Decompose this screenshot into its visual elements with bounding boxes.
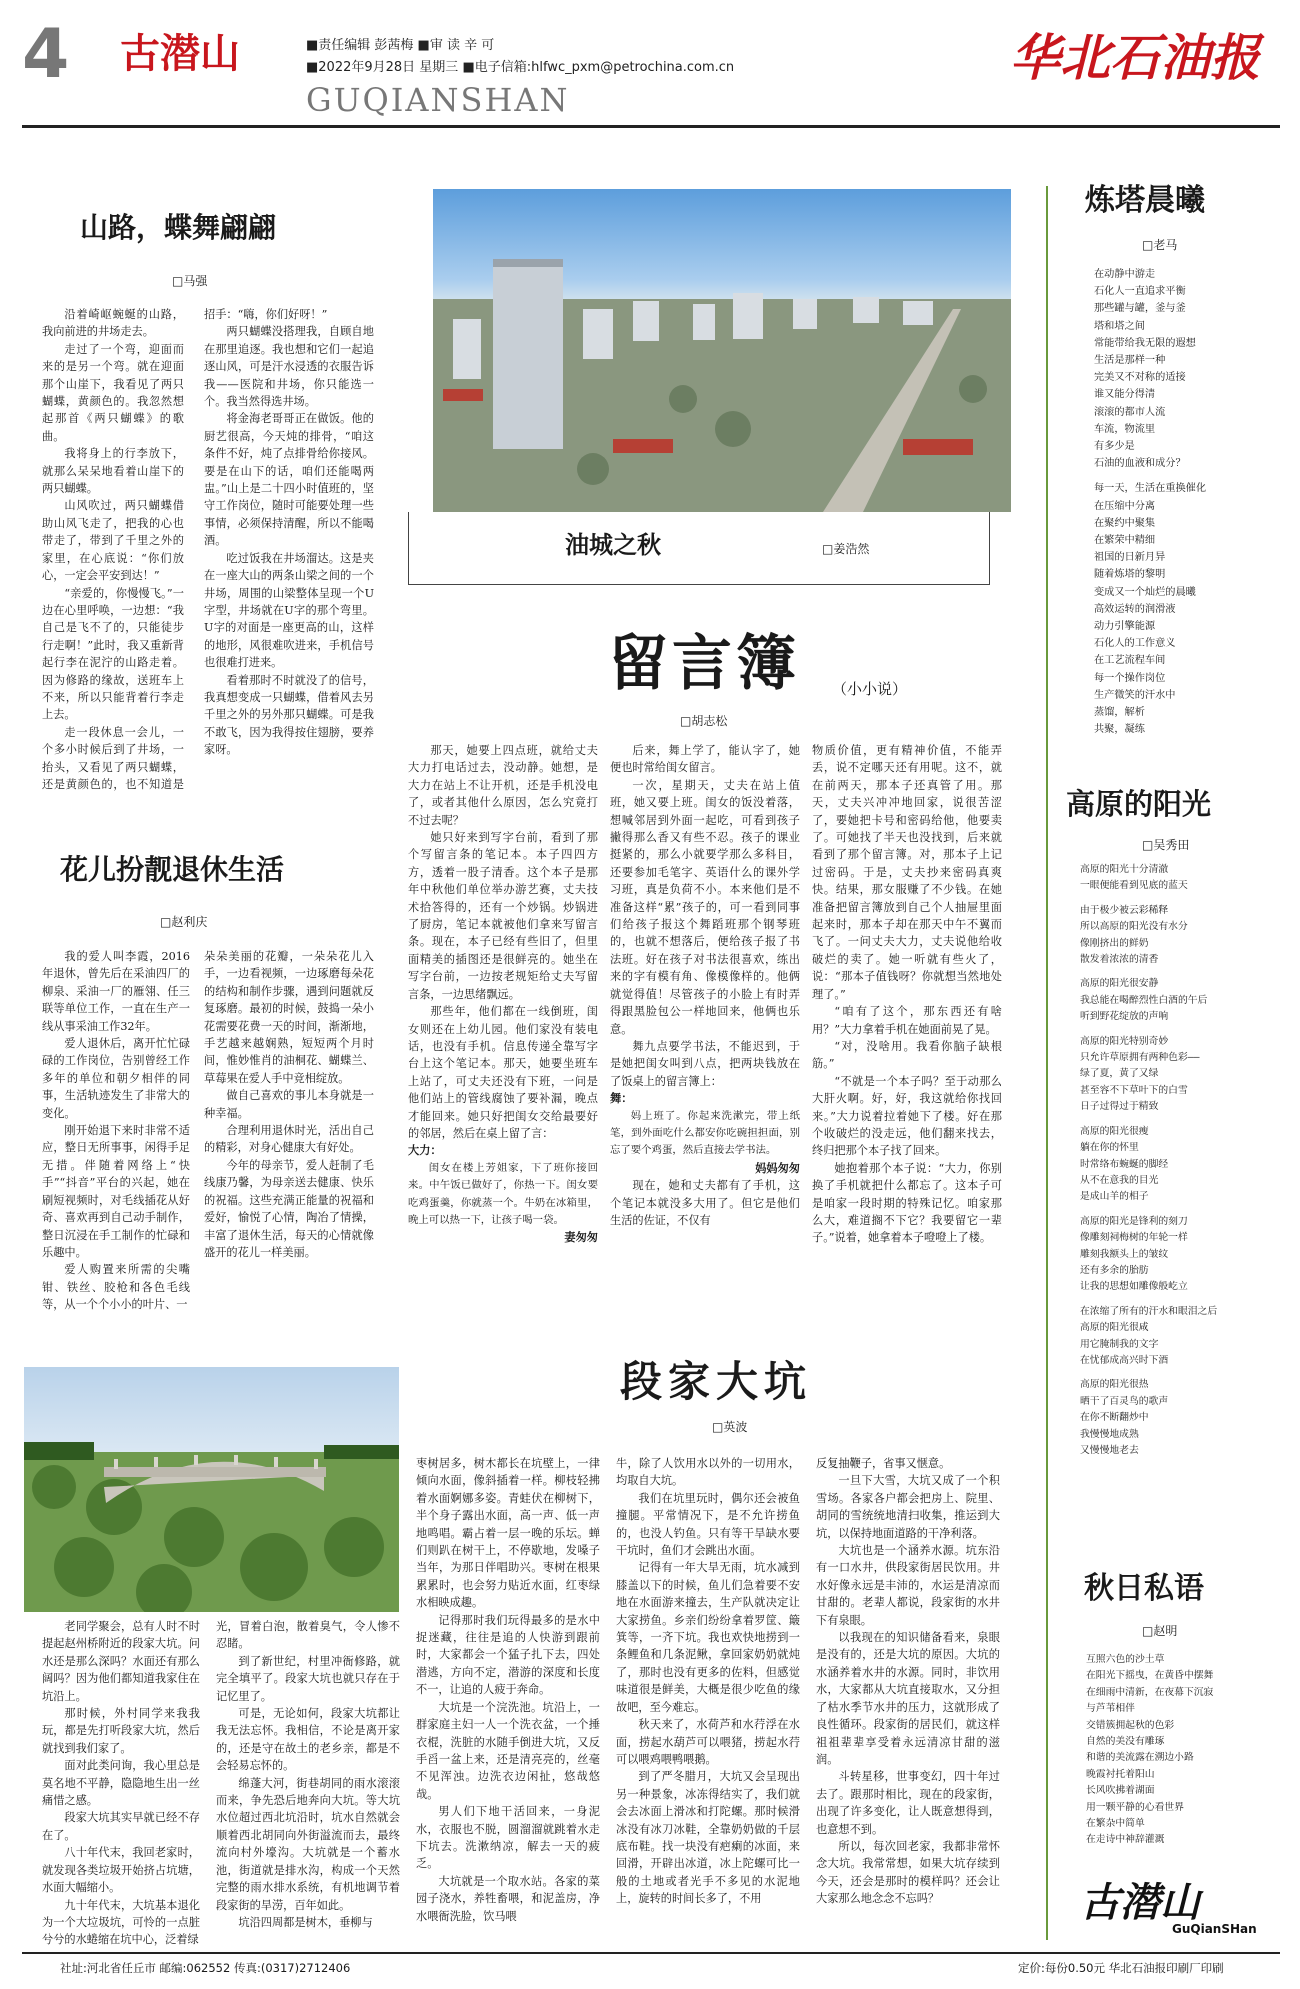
- article-title: 花儿扮靓退休生活: [60, 853, 285, 886]
- poem-body: 在动静中游走 石化人一直追求平衡 那些罐与罐，釜与釜 塔和塔之间 常能带给我无限的遐想 生活是那样一种 完美又不对称的适接 谁又能分得清 滚滚的都市人流 车流，物流里 有多少是 石油的血液和成分？ 每一天，生活在重换催化 在压缩中分离 在聚约中聚集 在繁荣中精细 祖国的日新月异 随着炼塔的黎明 变成又一个灿烂的晨曦 高效运转的润滑液 动力引擎能源 石化人的工作意义 在工艺流程车间 每一个操作岗位 生产微笑的汗水中 蒸馏，解析 共聚，凝练: [1094, 269, 1207, 736]
- article-body-column: 光，冒着白泡，散着臭气，令人惨不忍睹。 到了新世纪，村里冲衙修路，就完全填平了。段家大坑也就只存在于记忆里了。 可是，无论如何，段家大坑都让我无法忘怀。我相信，不论是离开家的，还是守在故土的老乡亲，都是不会轻易忘怀的。 绵蓬大河，街巷胡同的雨水滚滚而来，争先恐后地奔向大坑。等大坑水位超过西北坑沿时，坑水自然就会顺着西北胡同向外街溢流而去，最终流向村外壕沟。大坑就是一个蓄水池，街道就是排水沟，构成一个天然完整的雨水排水系统，有机地调节着段家街的旱涝，百年如此。 坑沿四周都是树木，垂柳与: [216, 1620, 400, 1929]
- photo-author: □姜浩然: [822, 542, 870, 556]
- poem-title: 高原的阳光: [1066, 787, 1212, 821]
- poem-body: 高原的阳光十分清澈 一眼便能看到见底的蓝天 由于极少被云彩稀释 所以高原的阳光没有水分 像刚挤出的鲜奶 散发着浓浓的清香 高原的阳光很安静 我总能在喝醉烈性白酒的午后 听到野花绽放的声响 高原的阳光特别奇妙 只允许草原拥有两种色彩—— 绿了夏，黄了又绿 甚至容不下草叶下的白雪 日子过得过于精致 高原的阳光很瘦 躺在你的怀里 时常络布蜿蜒的脚经 从不在意我的目光 是成山羊的相子 高原的阳光是锋利的刻刀 像雕刻祠梅树的年轮一样 雕刻我额头上的皱纹 还有多余的胎肪 让我的思想如雕像般屹立 在浓缩了所有的汗水和眼泪之后 高原的阳光很咸 用它腌制我的文字 在忧郁成高兴时下酒 高原的阳光很热 晒干了百灵鸟的歌声 在你不断翻炒中 我慢慢地成熟 又慢慢地老去: [1080, 864, 1218, 1456]
- article-title: 山路，蝶舞翩翩: [80, 211, 277, 244]
- article-body-column: 物质价值，更有精神价值，不能弄丢，说不定哪天还有用呢。这不，就在前两天，那本子还真管了用。那天，丈夫兴冲冲地回家，说很苦涩了，要她把卡号和密码给他，他要卖了。可她找了半天也没找到，后来就看到了那个留言簿。对，那本子上记过密码。于是，丈夫抄来密码真爽快。结果，那女服赚了不少钱。在她准备把留言簿放到自己个人抽屉里面起来时，那本子却在那天中午不翼而飞了。一问丈夫大力，丈夫说他给收破烂的卖了。她一听就有些火了，说：“那本子值钱呀？你就想当然地处理了。” “咱有了这个，那东西还有啥用？”大力拿着手机在她面前晃了晃。 “对，没啥用。我看你脑子缺根筋。” “不就是一个本子吗？至于动那么大肝火啊。好，好，我这就给你找回来。”大力说着拉着她下了楼。好在那个收破烂的没走远，他们翻来找去，终归把那个本子找了回来。 她抱着那个本子说：“大力，你别换了手机就把什么都忘了。这本子可是咱家一段时期的特殊记忆。咱家那么大，难道搁不下它？我要留它一辈子。”说着，她拿着本子噔噔上了楼。: [812, 744, 1002, 1245]
- article-body-column: 我的爱人叫李霞，2016年退休，曾先后在采油四厂的柳泉、采油一厂的雁翎、任三联等单位工作，一直在生产一线从事采油工作32年。 爱人退休后，离开忙忙碌碌的工作岗位，告别曾经工作多年的单位和朝夕相伴的同事，生活轨迹发生了非常大的变化。 刚开始退下来时非常不适应，整日无所事事，闲得手足无措。伴随着网络上“快手”“抖音”平台的兴起，她在刷短视频时，对毛线插花从好奇、喜欢再到自己动手制作，整日沉浸在手工制作的忙碌和乐趣中。 爱人购置来所需的尖嘴钳、铁丝、胶枪和各色毛线等，从一个个小小的叶片、一: [42, 950, 190, 1312]
- poem-author: □老马: [1142, 238, 1178, 252]
- article-body-column: 那天，她要上四点班，就给丈夫大力打电话过去，没动静。她想，是大力在站上不让开机，还是手机没电了，或者其他什么原因，怎么究竟打不过去呢？ 她只好来到写字台前，看到了那个写留言条的笔记本。本子四四方方，透着一股子清香。这个本子是那年中秋他们单位举办游艺赛，丈夫技术拾答得的，还有一个炒锅。炒锅进了厨房，笔记本就被他们拿来写留言条。现在，本子已经有些旧了，但里面精美的插图还是很鲜亮的。她坐在写字台前，一边按老规矩给丈夫写留言条，一边思绪飘远。 那些年，他们都在一线倒班，闺女则还在上幼儿园。他们家没有装电话，也没有手机。信息传递全靠写字台上这个笔记本。那天，她要坐班车上站了，可丈夫还没有下班，一问是他们站上的管线腐蚀了要补漏，晚点才能回来。她只好把闺女交给最要好的邻居，然后在桌上留了言： 大力： 闺女在楼上芳姐家，下了班你接回来。中午饭已做好了，你热一下。闺女要吃鸡蛋羹，你就蒸一个。牛奶在冰箱里，晚上可以热一下，让孩子喝一袋。 妻匆匆: [408, 744, 598, 1245]
- editor-line: ■责任编辑 彭茜梅 ■审 读 辛 可: [306, 38, 495, 53]
- city-aerial-photo: [433, 189, 1011, 512]
- article-subtitle: （小小说）: [832, 680, 908, 698]
- poem-title: 秋日私语: [1084, 1571, 1204, 1606]
- poem-author: □赵明: [1142, 1624, 1178, 1638]
- caption-box-border: [408, 512, 990, 585]
- photo-caption: 油城之秋: [565, 530, 661, 559]
- article-author: □赵利庆: [160, 915, 208, 929]
- footer-rule: [22, 1952, 1280, 1954]
- article-author: □英波: [712, 1420, 748, 1434]
- right-column-rule: [1046, 186, 1048, 1940]
- article-body-column: 反复抽鞭子，省事又惬意。 一旦下大雪，大坑又成了一个积雪场。各家各户都会把房上、院里、胡同的雪统统地清扫收集，推运到大坑，以保持地面道路的干净利落。 大坑也是一个涵养水源。坑东沿有一口水井，供段家街居民饮用。井水好像永远是丰沛的，水运是清凉而甘甜的。老辈人都说，段家街的水井下有泉眼。 以我现在的知识储备看来，泉眼是没有的，还是大坑的原因。大坑的水涵养着水井的水源。同时，非饮用水，大家都从大坑直接取水，又分担了枯水季节水井的压力，这就形成了良性循环。段家街的居民们，就这样祖祖辈辈享受着永远清凉甘甜的滋润。 斗转星移，世事变幻，四十年过去了。跟那时相比，现在的段家街，出现了许多变化，让人既意想得到，也意想不到。 所以，每次回老家，我都非常怀念大坑。我常常想，如果大坑存续到今天，还会是那时的模样吗？还会让大家那么地念念不忘吗？: [816, 1457, 1000, 1906]
- footer-address: 社址:河北省任丘市 邮编:062552 传真:(0317)2712406: [60, 1961, 351, 1975]
- stone-bridge-photo: [24, 1367, 399, 1612]
- date-line: ■2022年9月28日 星期三 ■电子信箱:hlfwc_pxm@petrochina.com.cn: [306, 60, 735, 75]
- section-pinyin: GUQIANSHAN: [306, 81, 570, 119]
- newspaper-name: 华北石油报: [1010, 28, 1260, 87]
- article-author: □马强: [172, 274, 208, 288]
- article-body-column: 朵朵美丽的花瓣，一朵朵花儿入手，一边看视频，一边琢磨每朵花的结构和制作步骤，遇到问题就反复琢磨。最初的时候，鼓捣一朵小花需要花费一天的时间，渐渐地，手艺越来越娴熟，短短两个月时间，惟妙惟肖的油桐花、蝴蝶兰、草莓果在爱人手中竞相绽放。 做自己喜欢的事儿本身就是一种幸福。 合理利用退休时光，活出自己的精彩，对身心健康大有好处。 今年的母亲节，爱人赶制了毛线康乃馨，为母亲送去健康、快乐的祝福。这些充满正能量的祝福和爱好，愉悦了心情，陶冶了情操，丰富了退休生活，每天的心情就像盛开的花儿一样美丽。: [204, 950, 374, 1259]
- article-title: 段家大坑: [620, 1357, 813, 1406]
- page-number: 4: [22, 15, 70, 94]
- bridge-illustration: [24, 1367, 399, 1612]
- article-body-column: 老同学聚会，总有人时不时提起赵州桥附近的段家大坑。问水还是那么深吗？水面还有那么阔吗？因为他们都知道我家住在坑沿上。 那时候，外村同学来我我玩，都是先打听段家大坑，然后就找到我们家了。 面对此类问询，我心里总是莫名地不平静，隐隐地生出一丝痛惜之感。 段家大坑其实早就已经不存在了。 八十年代末，我回老家时，就发现各类垃圾开始挤占坑塘，水面大幅缩小。 九十年代末，大坑基本退化为一个大垃圾坑，可怜的一点脏兮兮的水蜷缩在坑中心，泛着绿: [42, 1620, 200, 1947]
- footer-price: 定价:每份0.50元 华北石油报印刷厂印刷: [1018, 1961, 1224, 1975]
- section-name: 古潜山: [120, 31, 240, 77]
- poem-body: 互照六色的沙土草 在阳光下摇曳，在黄昏中摆舞 在细雨中清新，在夜幕下沉寂 与芦苇相伴 交错簇拥起秋的色彩 自然的美没有雕琢 和谐的美流露在溯边小路 晚霞衬托着阳山 长风吹拂着湖面 用一颗平静的心看世界 在繁杂中简单 在走诗中神辞灌溉: [1086, 1654, 1214, 1846]
- article-body-column: 牛，除了人饮用水以外的一切用水，均取自大坑。 我们在坑里玩时，偶尔还会被鱼撞腿。平常情况下，是不允许捞鱼的，也没人钓鱼。只有等干旱缺水要干坑时，鱼们才会跳出水面。 记得有一年大旱无雨，坑水减到膝盖以下的时候，鱼儿们急着要不安地在水面游来撞去，生产队就决定让大家捞鱼。乡亲们纷纷拿着罗筐、簸箕等，一齐下坑。我也欢快地捞到一条鲤鱼和几条泥鳅，拿回家奶奶就炖了，那时也没有更多的佐料，但感觉味道很是鲜美，大概是很少吃鱼的缘故吧，至今难忘。 秋天来了，水荷芦和水荇浮在水面，捞起水葫芦可以喂猪，捞起水荇可以喂鸡喂鸭喂鹅。 到了严冬腊月，大坑又会呈现出另一种景象，冰冻得结实了，我们就会去冰面上滑冰和打陀螺。那时候滑冰没有冰刀冰鞋，全靠奶奶做的千层底布鞋。找一块没有疤瘌的冰面，来回滑，开辟出冰道，冰上陀螺可比一般的土地或者光手不多见的水泥地上，旋转的时间长多了，不用: [616, 1457, 800, 1906]
- poem-author: □吴秀田: [1142, 838, 1190, 852]
- logo-text: 古潜山: [1080, 1879, 1200, 1926]
- masthead-rule: [22, 125, 1280, 128]
- article-body-column: 后来，舞上学了，能认字了，她便也时常给闺女留言。 一次，星期天，丈夫在站上值班，她又要上班。闺女的饭没着落，想喊邻居到外面一起吃，可看到孩子撇得那么香又有些不忍。孩子的课业挺紧的，那么小就要学那么多科目，还要参加毛笔字、英语什么的课外学习班，真是负荷不小。本来他们是不准备这样“累”孩子的，可一看到同事们给孩子报这个舞蹈班那个钢琴班的，也就不想落后，便给孩子报了书法班。好在孩子对书法很喜欢，练出来的字有模有角、像模像样的。他俩就觉得值！尽管孩子的小脸上有时弄得跟黑脸包公一样地回来，他俩也乐意。 舞九点要学书法，不能迟到，于是她把闺女叫到八点，把两块钱放在了饭桌上的留言簿上： 舞： 妈上班了。你起来洗漱完，带上纸笔，到外面吃什么都安你吃碗担担面，别忘了要个鸡蛋，然后直接去学书法。 妈妈匆匆 现在，她和丈夫都有了手机，这个笔记本就没多大用了。但它是他们生活的佐证，不仅有: [610, 744, 800, 1227]
- article-body-column: 沿着崎岖蜿蜒的山路，我向前进的井场走去。 走过了一个弯，迎面而来的是另一个弯。就在迎面那个山崖下，我看见了两只蝴蝶，黄颜色的。我忽然想起那首《两只蝴蝶》的歌曲。 我将身上的行李放下，就那么呆呆地看着山崖下的两只蝴蝶。 山风吹过，两只蝴蝶借助山风飞走了，把我的心也带走了，带到了千里之外的家里，在心底说：“你们放心，一定会平安到达！” “亲爱的，你慢慢飞。”一边在心里呼唤，一边想：“我自己是飞不了的，只能徒步行走啊！”此时，我又重新背起行李在泥泞的山路走着。因为修路的缘故，送班车上不来，所以只能背着行李走上去。 走一段休息一会儿，一个多小时候后到了井场，一抬头，又看见了两只蝴蝶，还是黄颜色的，也不知道是: [42, 308, 184, 791]
- city-skyline-illustration: [433, 189, 1011, 512]
- guqianshan-logo: [1080, 1880, 1280, 1942]
- article-author: □胡志松: [680, 714, 728, 728]
- article-title: 留言簿: [608, 629, 800, 699]
- logo-pinyin: GuQianSHan: [1172, 1922, 1257, 1936]
- article-body-column: 招手：“嗨，你们好呀！” 两只蝴蝶没搭理我，自顾自地在那里追逐。我也想和它们一起追逐山风，可是汗水浸透的衣服告诉我——医院和井场，你只能选一个。我当然得选井场。 将金海老哥哥正在做饭。他的厨艺很高，今天炖的排骨，“咱这条件不好，炖了点排骨给你接风。要是在山下的话，咱们还能喝两盅。”山上是二十四小时值班的，坚守工作岗位，随时可能要处理一些事情，必须保持清醒，所以不能喝酒。 吃过饭我在井场溜达。这是夹在一座大山的两条山梁之间的一个井场，周围的山梁整体呈现一个U字型，井场就在U字的那个弯里。U字的对面是一座更高的山，这样的地形，风很难吹进来，手机信号也很难打进来。 看着那时不时就没了的信号，我真想变成一只蝴蝶，借着风去另千里之外的另外那只蝴蝶。可是我不敢飞，因为我得按住翅膀，要养家呀。: [204, 308, 374, 757]
- poem-title: 炼塔晨曦: [1085, 183, 1205, 218]
- article-body-column: 枣树居多，树木都长在坑壁上，一律倾向水面，像斜插着一样。柳枝轻拂着水面婀娜多姿。青蛙伏在柳树下，半个身子露出水面，高一声、低一声地鸣唱。霸占着一层一晚的乐坛。蝉们则趴在树干上，不停歇地，发嗓子当年，为那日伴唱助兴。枣树在根果累累时，也会努力贴近水面，红枣绿水相映成趣。 记得那时我们玩得最多的是水中捉迷藏，往往是追的人快游到跟前时，大家都会一个猛子扎下去，四处潜逃，方向不定，潜游的深度和长度不一，让追的人疲于奔命。 大坑是一个浣洗池。坑沿上，一群家庭主妇一人一个洗衣盆，一个捶衣棍，洗脏的水随手倒进大坑，又反手舀一盆上来，还是清亮亮的，丝毫不见浑浊。边洗衣边闲扯，悠哉悠哉。 男人们下地干活回来，一身泥水，衣服也不脱，圆溜溜就跳着水走下坑去。洗漱纳凉，解去一天的疲乏。 大坑就是一个取水站。各家的菜园子浇水，养牲畜喂，和泥盖房，净水喂衙洗脸，饮马喂: [416, 1457, 600, 1923]
